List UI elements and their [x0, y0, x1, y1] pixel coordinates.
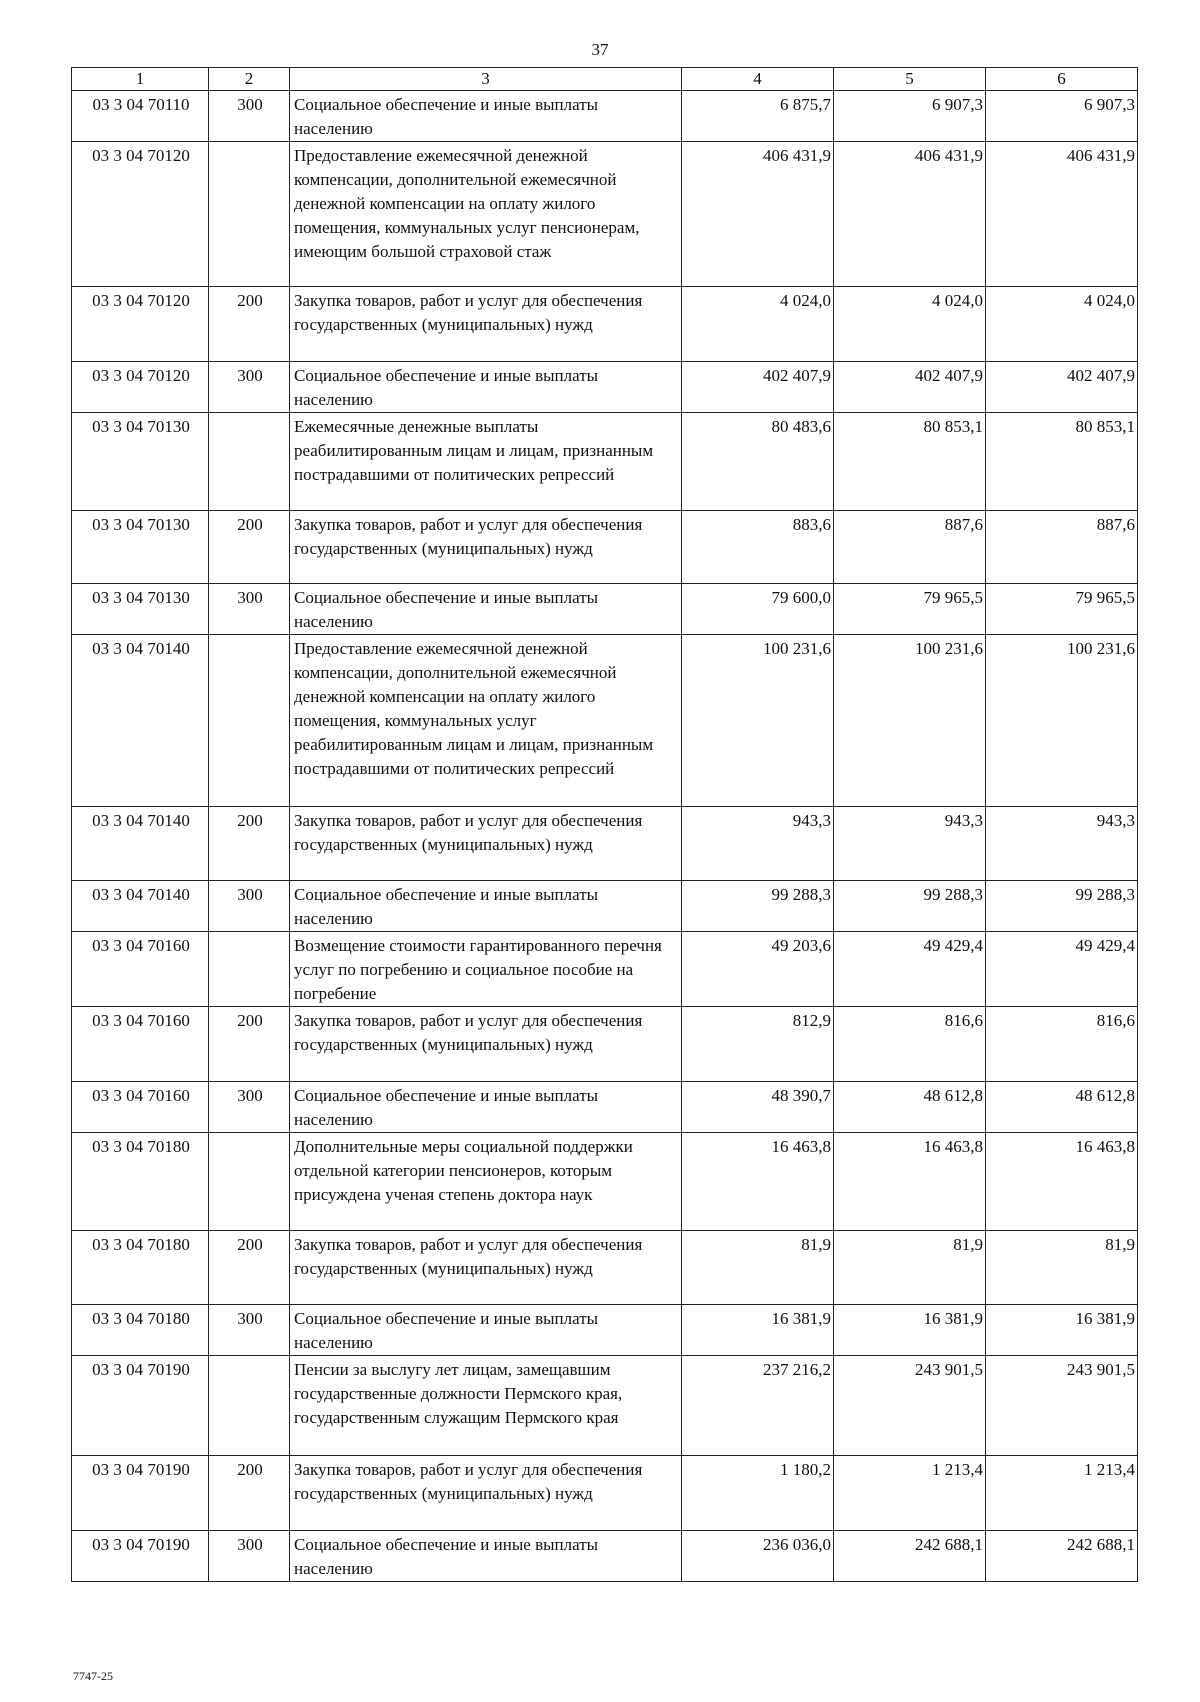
row-code: 03 3 04 70190 [72, 1356, 209, 1456]
table-row [72, 1231, 1138, 1305]
table-row [72, 362, 1138, 413]
row-value-col4: 16 381,9 [682, 1305, 834, 1356]
column-header-6: 6 [986, 68, 1138, 91]
table-row [72, 142, 1138, 287]
row-value-col5: 49 429,4 [834, 932, 986, 1007]
row-expense-type: 200 [209, 287, 290, 362]
row-expense-type: 300 [209, 584, 290, 635]
table-row [72, 287, 1138, 362]
column-header-1: 1 [72, 68, 209, 91]
row-code: 03 3 04 70130 [72, 584, 209, 635]
row-expense-type: 200 [209, 511, 290, 584]
row-expense-type [209, 635, 290, 807]
row-expense-type: 200 [209, 1007, 290, 1082]
row-description: Закупка товаров, работ и услуг для обеспечения государственных (муниципальных) нужд [290, 287, 682, 362]
row-value-col6: 242 688,1 [986, 1531, 1138, 1582]
row-description: Закупка товаров, работ и услуг для обеспечения государственных (муниципальных) нужд [290, 807, 682, 881]
row-code: 03 3 04 70190 [72, 1456, 209, 1531]
row-value-col6: 49 429,4 [986, 932, 1138, 1007]
row-code: 03 3 04 70110 [72, 91, 209, 142]
row-expense-type [209, 932, 290, 1007]
table-row [72, 584, 1138, 635]
row-description: Социальное обеспечение и иные выплаты населению [290, 1082, 682, 1133]
row-value-col5: 81,9 [834, 1231, 986, 1305]
row-expense-type [209, 1133, 290, 1231]
row-value-col6: 79 965,5 [986, 584, 1138, 635]
row-code: 03 3 04 70190 [72, 1531, 209, 1582]
row-value-col4: 80 483,6 [682, 413, 834, 511]
row-code: 03 3 04 70140 [72, 807, 209, 881]
table-row [72, 1456, 1138, 1531]
row-value-col5: 16 463,8 [834, 1133, 986, 1231]
document-id: 7747-25 [73, 1669, 113, 1683]
row-value-col6: 943,3 [986, 807, 1138, 881]
table-row [72, 91, 1138, 142]
row-description: Социальное обеспечение и иные выплаты населению [290, 881, 682, 932]
row-value-col4: 4 024,0 [682, 287, 834, 362]
table-row [72, 1007, 1138, 1082]
row-value-col6: 402 407,9 [986, 362, 1138, 413]
row-expense-type: 300 [209, 1305, 290, 1356]
row-value-col5: 48 612,8 [834, 1082, 986, 1133]
row-expense-type [209, 1356, 290, 1456]
row-value-col4: 79 600,0 [682, 584, 834, 635]
row-value-col5: 99 288,3 [834, 881, 986, 932]
row-expense-type [209, 413, 290, 511]
row-value-col4: 943,3 [682, 807, 834, 881]
row-code: 03 3 04 70140 [72, 881, 209, 932]
table-row [72, 932, 1138, 1007]
row-expense-type: 300 [209, 881, 290, 932]
table-row [72, 1356, 1138, 1456]
row-value-col5: 4 024,0 [834, 287, 986, 362]
row-value-col5: 402 407,9 [834, 362, 986, 413]
table-row [72, 635, 1138, 807]
row-value-col4: 81,9 [682, 1231, 834, 1305]
row-code: 03 3 04 70180 [72, 1305, 209, 1356]
row-value-col5: 887,6 [834, 511, 986, 584]
row-value-col4: 883,6 [682, 511, 834, 584]
row-value-col5: 16 381,9 [834, 1305, 986, 1356]
row-value-col4: 1 180,2 [682, 1456, 834, 1531]
row-description: Социальное обеспечение и иные выплаты населению [290, 362, 682, 413]
row-value-col6: 4 024,0 [986, 287, 1138, 362]
budget-table [71, 67, 1138, 1582]
row-code: 03 3 04 70160 [72, 1007, 209, 1082]
row-value-col5: 100 231,6 [834, 635, 986, 807]
row-value-col6: 816,6 [986, 1007, 1138, 1082]
row-value-col4: 99 288,3 [682, 881, 834, 932]
row-expense-type: 300 [209, 362, 290, 413]
page-number: 37 [591, 40, 609, 59]
row-value-col5: 6 907,3 [834, 91, 986, 142]
row-value-col4: 6 875,7 [682, 91, 834, 142]
row-value-col6: 81,9 [986, 1231, 1138, 1305]
row-code: 03 3 04 70120 [72, 287, 209, 362]
row-value-col4: 402 407,9 [682, 362, 834, 413]
row-value-col6: 887,6 [986, 511, 1138, 584]
row-value-col6: 80 853,1 [986, 413, 1138, 511]
row-value-col5: 816,6 [834, 1007, 986, 1082]
row-value-col4: 812,9 [682, 1007, 834, 1082]
row-value-col6: 16 381,9 [986, 1305, 1138, 1356]
table-body [72, 91, 1138, 1582]
row-value-col4: 236 036,0 [682, 1531, 834, 1582]
row-code: 03 3 04 70120 [72, 142, 209, 287]
table-row [72, 1531, 1138, 1582]
row-description: Социальное обеспечение и иные выплаты населению [290, 91, 682, 142]
row-value-col6: 100 231,6 [986, 635, 1138, 807]
row-value-col6: 243 901,5 [986, 1356, 1138, 1456]
row-value-col5: 406 431,9 [834, 142, 986, 287]
row-value-col6: 406 431,9 [986, 142, 1138, 287]
row-description: Закупка товаров, работ и услуг для обеспечения государственных (муниципальных) нужд [290, 1456, 682, 1531]
row-value-col6: 6 907,3 [986, 91, 1138, 142]
table-row [72, 1082, 1138, 1133]
row-description: Дополнительные меры социальной поддержки отдельной категории пенсионеров, которым присуждена ученая степень доктора наук [290, 1133, 682, 1231]
table-header [72, 68, 1138, 91]
row-value-col6: 16 463,8 [986, 1133, 1138, 1231]
row-description: Предоставление ежемесячной денежной компенсации, дополнительной ежемесячной денежной компенсации на оплату жилого помещения, коммунальных услуг пенсионерам, имеющим большой страховой стаж [290, 142, 682, 287]
row-value-col4: 16 463,8 [682, 1133, 834, 1231]
row-expense-type: 200 [209, 1231, 290, 1305]
row-expense-type: 200 [209, 807, 290, 881]
row-value-col5: 242 688,1 [834, 1531, 986, 1582]
column-header-4: 4 [682, 68, 834, 91]
row-code: 03 3 04 70120 [72, 362, 209, 413]
row-value-col6: 1 213,4 [986, 1456, 1138, 1531]
row-description: Социальное обеспечение и иные выплаты населению [290, 1305, 682, 1356]
row-expense-type: 300 [209, 1082, 290, 1133]
table-row [72, 807, 1138, 881]
column-header-2: 2 [209, 68, 290, 91]
table-row [72, 881, 1138, 932]
row-code: 03 3 04 70130 [72, 511, 209, 584]
table-row [72, 413, 1138, 511]
row-description: Предоставление ежемесячной денежной компенсации, дополнительной ежемесячной денежной компенсации на оплату жилого помещения, коммунальных услуг реабилитированным лицам и лицам, признанным пострадавшими от политических репрессий [290, 635, 682, 807]
row-value-col5: 243 901,5 [834, 1356, 986, 1456]
table-row [72, 1305, 1138, 1356]
row-expense-type: 200 [209, 1456, 290, 1531]
row-expense-type [209, 142, 290, 287]
row-description: Закупка товаров, работ и услуг для обеспечения государственных (муниципальных) нужд [290, 511, 682, 584]
row-description: Ежемесячные денежные выплаты реабилитированным лицам и лицам, признанным пострадавшими от политических репрессий [290, 413, 682, 511]
row-code: 03 3 04 70130 [72, 413, 209, 511]
row-description: Закупка товаров, работ и услуг для обеспечения государственных (муниципальных) нужд [290, 1007, 682, 1082]
table-row [72, 1133, 1138, 1231]
row-value-col5: 79 965,5 [834, 584, 986, 635]
row-value-col6: 48 612,8 [986, 1082, 1138, 1133]
column-header-5: 5 [834, 68, 986, 91]
row-description: Возмещение стоимости гарантированного перечня услуг по погребению и социальное пособие на погребение [290, 932, 682, 1007]
column-header-3: 3 [290, 68, 682, 91]
table-row [72, 511, 1138, 584]
row-value-col4: 48 390,7 [682, 1082, 834, 1133]
row-code: 03 3 04 70180 [72, 1231, 209, 1305]
row-description: Социальное обеспечение и иные выплаты населению [290, 1531, 682, 1582]
row-code: 03 3 04 70180 [72, 1133, 209, 1231]
row-description: Социальное обеспечение и иные выплаты населению [290, 584, 682, 635]
row-value-col5: 1 213,4 [834, 1456, 986, 1531]
row-value-col4: 49 203,6 [682, 932, 834, 1007]
row-code: 03 3 04 70160 [72, 932, 209, 1007]
row-expense-type: 300 [209, 91, 290, 142]
row-code: 03 3 04 70140 [72, 635, 209, 807]
row-description: Закупка товаров, работ и услуг для обеспечения государственных (муниципальных) нужд [290, 1231, 682, 1305]
row-value-col6: 99 288,3 [986, 881, 1138, 932]
row-code: 03 3 04 70160 [72, 1082, 209, 1133]
row-value-col4: 406 431,9 [682, 142, 834, 287]
row-expense-type: 300 [209, 1531, 290, 1582]
row-value-col5: 80 853,1 [834, 413, 986, 511]
header-row [72, 68, 1138, 91]
row-description: Пенсии за выслугу лет лицам, замещавшим государственные должности Пермского края, государственным служащим Пермского края [290, 1356, 682, 1456]
row-value-col5: 943,3 [834, 807, 986, 881]
row-value-col4: 100 231,6 [682, 635, 834, 807]
row-value-col4: 237 216,2 [682, 1356, 834, 1456]
